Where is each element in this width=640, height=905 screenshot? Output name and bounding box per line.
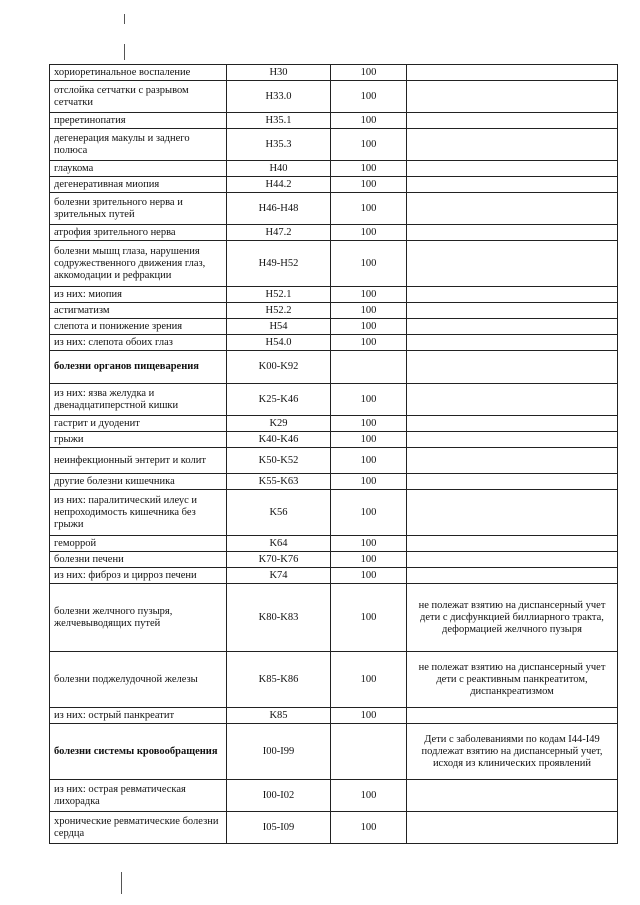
row-percent-cell: 100 bbox=[331, 161, 407, 177]
table-row bbox=[50, 652, 618, 708]
row-note-cell bbox=[407, 81, 618, 113]
row-note-cell bbox=[407, 177, 618, 193]
row-name-cell: болезни печени bbox=[50, 552, 227, 568]
row-name-cell: из них: паралитический илеус и непроходимость кишечника без грыжи bbox=[50, 490, 227, 536]
row-percent-cell bbox=[331, 724, 407, 780]
row-percent-cell: 100 bbox=[331, 129, 407, 161]
row-note-cell bbox=[407, 113, 618, 129]
row-note-cell bbox=[407, 384, 618, 416]
row-percent-cell: 100 bbox=[331, 416, 407, 432]
table-row bbox=[50, 536, 618, 552]
row-code-cell: K80-K83 bbox=[227, 584, 331, 652]
row-code-cell: H33.0 bbox=[227, 81, 331, 113]
table-row bbox=[50, 384, 618, 416]
row-percent-cell: 100 bbox=[331, 81, 407, 113]
row-note-cell bbox=[407, 287, 618, 303]
row-code-cell: H35.1 bbox=[227, 113, 331, 129]
row-note-cell bbox=[407, 303, 618, 319]
row-percent-cell: 100 bbox=[331, 241, 407, 287]
row-name-cell: хориоретинальное воспаление bbox=[50, 65, 227, 81]
row-name-cell: из них: миопия bbox=[50, 287, 227, 303]
table-row bbox=[50, 416, 618, 432]
row-percent-cell: 100 bbox=[331, 812, 407, 844]
table-row bbox=[50, 319, 618, 335]
row-note-cell bbox=[407, 568, 618, 584]
row-name-cell: преретинопатия bbox=[50, 113, 227, 129]
table-row bbox=[50, 474, 618, 490]
row-code-cell: H54.0 bbox=[227, 335, 331, 351]
diseases-table bbox=[49, 64, 618, 844]
row-code-cell: K25-K46 bbox=[227, 384, 331, 416]
table-row bbox=[50, 335, 618, 351]
table-row bbox=[50, 303, 618, 319]
row-code-cell: K50-K52 bbox=[227, 448, 331, 474]
row-percent-cell: 100 bbox=[331, 536, 407, 552]
row-code-cell: K85 bbox=[227, 708, 331, 724]
table-row bbox=[50, 448, 618, 474]
row-name-cell: неинфекционный энтерит и колит bbox=[50, 448, 227, 474]
row-code-cell: H52.2 bbox=[227, 303, 331, 319]
row-note-cell bbox=[407, 490, 618, 536]
row-percent-cell: 100 bbox=[331, 584, 407, 652]
row-percent-cell: 100 bbox=[331, 432, 407, 448]
row-note-cell bbox=[407, 448, 618, 474]
row-note-cell bbox=[407, 335, 618, 351]
row-percent-cell: 100 bbox=[331, 177, 407, 193]
row-code-cell: I00-I99 bbox=[227, 724, 331, 780]
row-note-cell bbox=[407, 416, 618, 432]
row-percent-cell: 100 bbox=[331, 780, 407, 812]
row-percent-cell: 100 bbox=[331, 113, 407, 129]
row-percent-cell: 100 bbox=[331, 708, 407, 724]
row-name-cell: болезни желчного пузыря, желчевыводящих путей bbox=[50, 584, 227, 652]
row-name-cell: из них: фиброз и цирроз печени bbox=[50, 568, 227, 584]
table-row bbox=[50, 552, 618, 568]
table-row bbox=[50, 724, 618, 780]
table-row bbox=[50, 812, 618, 844]
row-name-cell: гастрит и дуоденит bbox=[50, 416, 227, 432]
table-body bbox=[50, 65, 618, 844]
row-name-cell: болезни органов пищеварения bbox=[50, 351, 227, 384]
table-row bbox=[50, 161, 618, 177]
table-row bbox=[50, 129, 618, 161]
row-percent-cell: 100 bbox=[331, 474, 407, 490]
table-row bbox=[50, 177, 618, 193]
row-percent-cell: 100 bbox=[331, 193, 407, 225]
row-percent-cell: 100 bbox=[331, 568, 407, 584]
table-row bbox=[50, 241, 618, 287]
row-note-cell bbox=[407, 161, 618, 177]
row-code-cell: H44.2 bbox=[227, 177, 331, 193]
table-row bbox=[50, 780, 618, 812]
row-percent-cell: 100 bbox=[331, 384, 407, 416]
table-row bbox=[50, 351, 618, 384]
row-note-cell: Дети с заболеваниями по кодам I44-I49 подлежат взятию на диспансерный учет, исходя из клинических проявлений bbox=[407, 724, 618, 780]
row-code-cell: K55-K63 bbox=[227, 474, 331, 490]
row-code-cell: K74 bbox=[227, 568, 331, 584]
row-name-cell: из них: острая ревматическая лихорадка bbox=[50, 780, 227, 812]
row-code-cell: H54 bbox=[227, 319, 331, 335]
row-code-cell: H47.2 bbox=[227, 225, 331, 241]
row-note-cell bbox=[407, 536, 618, 552]
row-code-cell: I05-I09 bbox=[227, 812, 331, 844]
row-name-cell: болезни системы кровообращения bbox=[50, 724, 227, 780]
row-name-cell: астигматизм bbox=[50, 303, 227, 319]
row-note-cell bbox=[407, 552, 618, 568]
table-row bbox=[50, 708, 618, 724]
row-note-cell bbox=[407, 780, 618, 812]
row-name-cell: другие болезни кишечника bbox=[50, 474, 227, 490]
row-name-cell: слепота и понижение зрения bbox=[50, 319, 227, 335]
table-row bbox=[50, 193, 618, 225]
row-code-cell: H52.1 bbox=[227, 287, 331, 303]
row-code-cell: H35.3 bbox=[227, 129, 331, 161]
row-percent-cell: 100 bbox=[331, 448, 407, 474]
row-code-cell: K00-K92 bbox=[227, 351, 331, 384]
row-name-cell: атрофия зрительного нерва bbox=[50, 225, 227, 241]
table-row bbox=[50, 65, 618, 81]
row-note-cell bbox=[407, 225, 618, 241]
row-note-cell: не полежат взятию на диспансерный учет дети с реактивным панкреатитом, диспанкреатизмом bbox=[407, 652, 618, 708]
row-name-cell: глаукома bbox=[50, 161, 227, 177]
row-note-cell bbox=[407, 193, 618, 225]
row-percent-cell: 100 bbox=[331, 287, 407, 303]
row-code-cell: I00-I02 bbox=[227, 780, 331, 812]
row-name-cell: дегенеративная миопия bbox=[50, 177, 227, 193]
row-name-cell: грыжи bbox=[50, 432, 227, 448]
row-name-cell: геморрой bbox=[50, 536, 227, 552]
table-row bbox=[50, 81, 618, 113]
row-note-cell bbox=[407, 812, 618, 844]
row-code-cell: H40 bbox=[227, 161, 331, 177]
row-code-cell: K70-K76 bbox=[227, 552, 331, 568]
row-percent-cell: 100 bbox=[331, 652, 407, 708]
row-note-cell bbox=[407, 432, 618, 448]
row-code-cell: H49-H52 bbox=[227, 241, 331, 287]
row-name-cell: хронические ревматические болезни сердца bbox=[50, 812, 227, 844]
row-code-cell: H30 bbox=[227, 65, 331, 81]
row-code-cell: K64 bbox=[227, 536, 331, 552]
row-name-cell: болезни мышц глаза, нарушения содружественного движения глаз, аккомодации и рефракции bbox=[50, 241, 227, 287]
row-percent-cell: 100 bbox=[331, 490, 407, 536]
row-note-cell: не полежат взятию на диспансерный учет дети с дисфункцией биллиарного тракта, деформацией желчного пузыря bbox=[407, 584, 618, 652]
row-name-cell: болезни зрительного нерва и зрительных путей bbox=[50, 193, 227, 225]
row-name-cell: отслойка сетчатки с разрывом сетчатки bbox=[50, 81, 227, 113]
row-code-cell: K85-K86 bbox=[227, 652, 331, 708]
row-percent-cell: 100 bbox=[331, 65, 407, 81]
row-note-cell bbox=[407, 708, 618, 724]
row-code-cell: K40-K46 bbox=[227, 432, 331, 448]
table-row bbox=[50, 113, 618, 129]
row-name-cell: из них: острый панкреатит bbox=[50, 708, 227, 724]
row-note-cell bbox=[407, 129, 618, 161]
scan-artifact-bottom bbox=[121, 872, 122, 894]
row-percent-cell: 100 bbox=[331, 552, 407, 568]
row-note-cell bbox=[407, 241, 618, 287]
row-name-cell: болезни поджелудочной железы bbox=[50, 652, 227, 708]
table-row bbox=[50, 287, 618, 303]
scan-artifact-top bbox=[124, 14, 125, 24]
row-note-cell bbox=[407, 474, 618, 490]
row-code-cell: H46-H48 bbox=[227, 193, 331, 225]
table-row bbox=[50, 584, 618, 652]
table-row bbox=[50, 432, 618, 448]
row-code-cell: K56 bbox=[227, 490, 331, 536]
row-note-cell bbox=[407, 319, 618, 335]
row-percent-cell: 100 bbox=[331, 303, 407, 319]
row-percent-cell: 100 bbox=[331, 225, 407, 241]
row-name-cell: из них: язва желудка и двенадцатиперстной кишки bbox=[50, 384, 227, 416]
scan-artifact-top-2 bbox=[124, 44, 125, 60]
table-row bbox=[50, 225, 618, 241]
row-note-cell bbox=[407, 351, 618, 384]
row-code-cell: K29 bbox=[227, 416, 331, 432]
row-percent-cell bbox=[331, 351, 407, 384]
row-percent-cell: 100 bbox=[331, 335, 407, 351]
row-name-cell: дегенерация макулы и заднего полюса bbox=[50, 129, 227, 161]
table-row bbox=[50, 490, 618, 536]
row-note-cell bbox=[407, 65, 618, 81]
table-row bbox=[50, 568, 618, 584]
row-name-cell: из них: слепота обоих глаз bbox=[50, 335, 227, 351]
row-percent-cell: 100 bbox=[331, 319, 407, 335]
